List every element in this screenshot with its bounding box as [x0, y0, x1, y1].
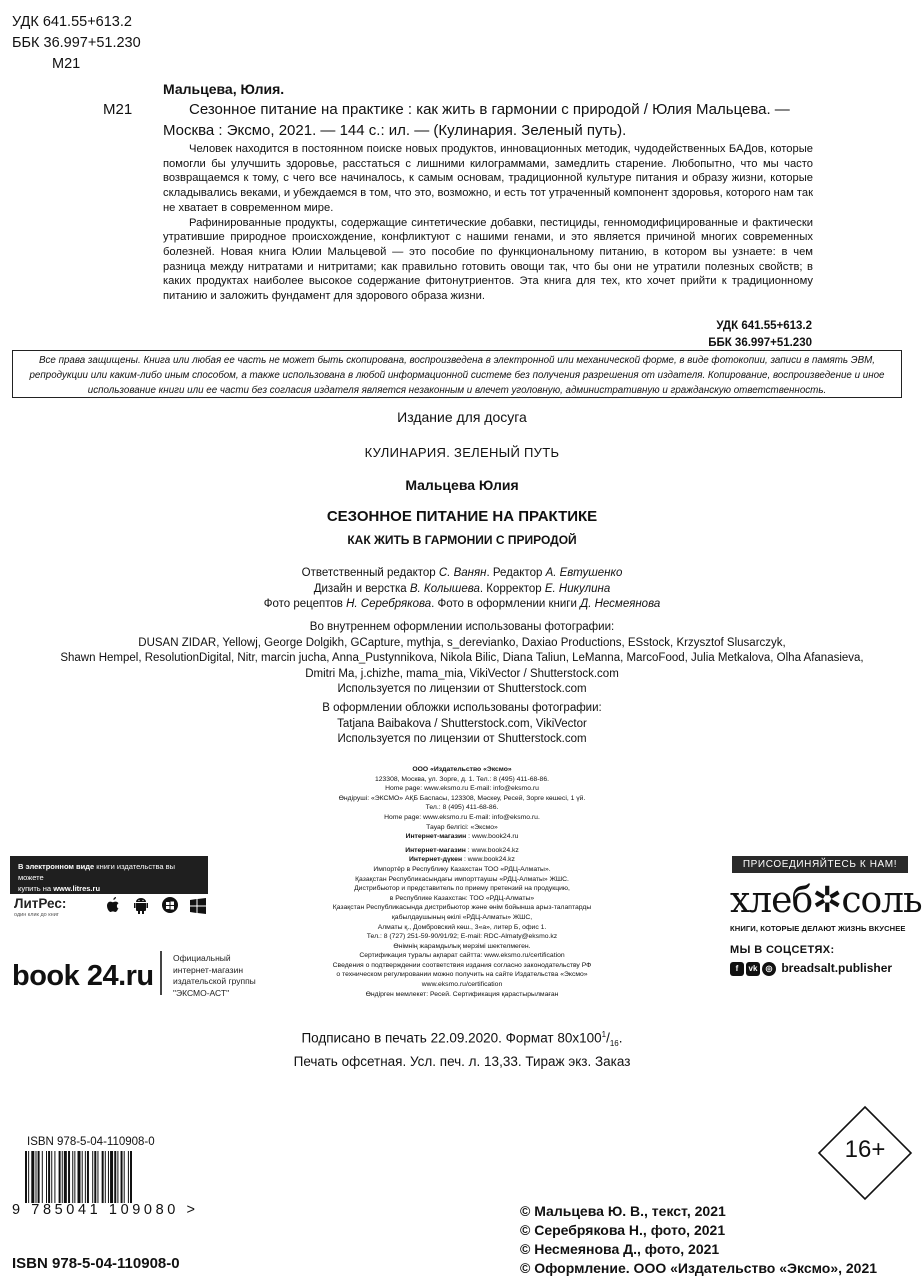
- store-icons: [104, 896, 213, 919]
- annotation: [163, 142, 813, 304]
- photos-line: DUSAN ZIDAR, Yellowj, George Dolgikh, GCapture, mythja, s_derevianko, Daxiao Productions, ESstock, Krzysztof Slusarczyk,: [138, 636, 786, 649]
- publisher-line: Тел.: 8 (727) 251-59-90/91/92; E-mail: RDC-Almaty@eksmo.kz: [366, 933, 558, 941]
- barcode-bar: [64, 1151, 67, 1203]
- litres-tagline: один клик до книг: [14, 912, 59, 918]
- social-row: [730, 961, 892, 976]
- publisher-line: о техническом регулировании можно получить на сайте Издательства «Эксмо»: [336, 971, 588, 979]
- isbn-bottom: ISBN 978-5-04-110908-0: [12, 1255, 180, 1272]
- bibliographic-record: Сезонное питание на практике : как жить в гармонии с природой / Юлия Мальцева. — Москва : Эксмо, 2021. — 144 с.: ил. — (Кулинария. Зеленый путь).: [163, 101, 790, 139]
- edition-type: Издание для досуга: [397, 409, 527, 425]
- barcode-bar: [128, 1151, 129, 1203]
- author-heading: Мальцева, Юлия.: [163, 81, 285, 97]
- photos-heading: Во внутреннем оформлении использованы фотографии:: [309, 621, 615, 633]
- barcode-bar: [108, 1151, 109, 1203]
- book24-divider: [160, 951, 162, 995]
- publisher-line: Өнімнің жарамдылық мерзімі шектелмеген.: [393, 942, 531, 950]
- copyrights: [520, 1202, 877, 1278]
- barcode-bar: [78, 1151, 81, 1203]
- print-info-line: Подписано в печать 22.09.2020. Формат $80x100^1/_{16}$.: [301, 1030, 623, 1049]
- credits: [0, 566, 924, 613]
- barcode-bar: [25, 1151, 27, 1203]
- publisher-line: www.eksmo.ru/certification: [421, 981, 503, 989]
- isbn-top: ISBN 978-5-04-110908-0: [27, 1136, 155, 1148]
- print-info: [0, 1026, 924, 1071]
- publisher-line: Қазақстан Республикасындағы импорттаушы «РДЦ-Алматы» ЖШС.: [355, 875, 569, 883]
- annotation-paragraph: Человек находится в постоянном поиске новых продуктов, инновационных методик, чудодейственных БАДов, которые помогли бы улучшить здоровье, расстаться с лишними килограммами, замедлить старение. Любопытно, что мы часто возвращаемся к тому, с чего все начиналось, к самым основам, традиционной культуре питания и образу жизни, которые складывались веками, и убеждаемся в том, что это, возможно, и есть тот утраченный компонент здоровья, которого нам так не хватает в современном мире.: [163, 143, 813, 214]
- barcode-bar: [97, 1151, 98, 1203]
- publisher-line: Өндірген мемлекет: Ресей. Сертификация қарастырылмаған: [365, 990, 559, 998]
- photos-license: Используется по лицензии от Shutterstock.com: [337, 683, 587, 695]
- publisher-line: Тауар белгісі: «Эксмо»: [426, 823, 498, 831]
- publisher-line: Тел.: 8 (495) 411-68-86.: [425, 804, 499, 812]
- apple-icon: [104, 896, 122, 914]
- catalog-codes-top: [12, 12, 141, 75]
- android-icon: [132, 896, 150, 914]
- udk-code: УДК 641.55+613.2: [12, 14, 132, 30]
- publisher-line: Home page: www.eksmo.ru E-mail: info@eksmo.ru.: [384, 813, 540, 821]
- book-subtitle: КАК ЖИТЬ В ГАРМОНИИ С ПРИРОДОЙ: [347, 533, 577, 547]
- series-name: КУЛИНАРИЯ. ЗЕЛЕНЫЙ ПУТЬ: [364, 445, 560, 460]
- barcode-bar: [121, 1151, 123, 1203]
- barcode-bar: [68, 1151, 70, 1203]
- catalog-codes-bottom: [640, 318, 812, 352]
- publisher-line: Сертификация туралы ақпарат сайтта: www.eksmo.ru/certification: [359, 952, 565, 960]
- book24-description: Официальный интернет-магазин издательской группы "ЭКСМО-АСТ": [173, 953, 256, 998]
- barcode-bar: [105, 1151, 106, 1203]
- publisher-line: Импортёр в Республику Казахстан ТОО «РДЦ-Алматы».: [373, 865, 551, 873]
- publisher-line: Өндіруші: «ЭКСМО» АҚБ Баспасы, 123308, Мәскеу, Ресей, Зорге көшесі, 1 үй.: [338, 794, 586, 802]
- barcode-bar: [110, 1151, 113, 1203]
- publisher-line: Қазақстан Республикасында дистрибьютор және өнім бойынша арыз-талаптарды: [332, 904, 592, 912]
- age-rating: 16+: [844, 1136, 886, 1163]
- shop-line: Интернет-магазин : www.book24.ru: [405, 833, 519, 841]
- join-us-banner: ПРИСОЕДИНЯЙТЕСЬ К НАМ!: [732, 856, 908, 873]
- author-mark: М21: [52, 56, 81, 72]
- credit-line: Ответственный редактор С. Ванян. Редактор А. Евтушенко: [301, 567, 623, 579]
- book-author: Мальцева Юлия: [405, 477, 519, 493]
- book-title: СЕЗОННОЕ ПИТАНИЕ НА ПРАКТИКЕ: [326, 508, 598, 525]
- publisher-line: қабылдаушының өкілі «РДЦ-Алматы» ЖШС,: [391, 913, 533, 921]
- barcode-digits: 9 785041 109080 >: [12, 1202, 199, 1218]
- publisher-line: в Республике Казахстан: ТОО «РДЦ-Алматы»: [389, 894, 535, 902]
- author-mark-entry: М21: [103, 101, 133, 118]
- barcode-bar: [87, 1151, 89, 1203]
- barcode-bar: [85, 1151, 86, 1203]
- photos-line: Shawn Hempel, ResolutionDigital, Nitr, marcin jucha, Anna_Pustynnikova, Nikola Bilic, Diana Taliun, LeManna, MarcoFood, Julia Metkalova, Olha Afanasieva,: [60, 652, 864, 664]
- copyright-line: © Несмеянова Д., фото, 2021: [520, 1241, 720, 1257]
- publisher-line: 123308, Москва, ул. Зорге, д. 1. Тел.: 8 (495) 411-68-86.: [374, 775, 550, 783]
- publisher-name: ООО «Издательство «Эксмо»: [412, 766, 512, 773]
- barcode-bar: [74, 1151, 75, 1203]
- copyright-line: © Серебрякова Н., фото, 2021: [520, 1222, 726, 1238]
- barcode-bar: [42, 1151, 43, 1203]
- cover-photo-credits: [0, 701, 924, 748]
- windows-icon: [189, 898, 207, 916]
- hlebsol-logo: хлеб✲соль: [730, 880, 922, 921]
- udk-code-bottom: УДК 641.55+613.2: [716, 320, 812, 332]
- cover-photos-license: Используется по лицензии от Shutterstock.com: [337, 733, 587, 745]
- barcode-bar: [72, 1151, 73, 1203]
- interior-photo-credits: [0, 620, 924, 698]
- facebook-icon: f: [730, 962, 744, 976]
- barcode-bar: [31, 1151, 34, 1203]
- barcode: [25, 1151, 175, 1203]
- print-info-line: Печать офсетная. Усл. печ. л. 13,33. Тираж экз. Заказ: [293, 1054, 631, 1070]
- barcode-bar: [92, 1151, 93, 1203]
- bbk-code-bottom: ББК 36.997+51.230: [708, 337, 812, 349]
- barcode-bar: [62, 1151, 63, 1203]
- barcode-bar: [130, 1151, 132, 1203]
- credit-line: Дизайн и верстка В. Колышева. Корректор Е. Никулина: [313, 582, 611, 595]
- copyright-line: © Мальцева Ю. В., текст, 2021: [520, 1203, 726, 1219]
- credit-line: Фото рецептов Н. Серебрякова. Фото в оформлении книги Д. Несмеянова: [263, 598, 661, 610]
- hlebsol-tagline: КНИГИ, КОТОРЫЕ ДЕЛАЮТ ЖИЗНЬ ВКУСНЕЕ: [730, 924, 906, 933]
- barcode-bar: [51, 1151, 52, 1203]
- cover-photos-line: Tatjana Baibakova / Shutterstock.com, VikiVector: [337, 717, 587, 730]
- photos-line: Dmitri Ma, j.chizhe, mama_mia, VikiVector / Shutterstock.com: [305, 667, 619, 680]
- barcode-bar: [94, 1151, 96, 1203]
- barcode-bar: [46, 1151, 47, 1203]
- bbk-code: ББК 36.997+51.230: [12, 35, 141, 51]
- cover-photos-heading: В оформлении обложки использованы фотографии:: [322, 702, 602, 714]
- publisher-line: Сведения о подтверждении соответствия издания согласно законодательству РФ: [332, 961, 592, 969]
- vk-icon: vk: [746, 962, 760, 976]
- social-label: МЫ В СОЦСЕТЯХ:: [730, 944, 835, 956]
- litres-banner: В электронном виде книги издательства вы можете купить на www.litres.ru: [10, 856, 208, 894]
- barcode-bar: [82, 1151, 83, 1203]
- windows-phone-icon: [161, 896, 179, 914]
- shop-line: Интернет-магазин : www.book24.kz: [405, 846, 519, 854]
- litres-logo: ЛитРес:: [14, 896, 67, 911]
- publisher-line: Дистрибьютор и представитель по приему претензий на продукцию,: [354, 885, 570, 893]
- rights-notice: Все права защищены. Книга или любая ее часть не может быть скопирована, воспроизведена в электронной или механической форме, в виде фотокопии, записи в память ЭВМ, репродукции или каким-либо иным способом, а также использована в любой информационной системе без получения разрешения от издателя. Копирование, воспроизведение и иное использование книги или ее части без согласия издателя является незаконным и влечет уголовную, административную и гражданскую ответственность.: [12, 350, 902, 398]
- barcode-bar: [124, 1151, 125, 1203]
- publisher-info: [250, 765, 674, 999]
- barcode-bar: [54, 1151, 55, 1203]
- barcode-bar: [59, 1151, 61, 1203]
- publisher-line: Home page: www.eksmo.ru E-mail: info@eksmo.ru: [385, 785, 539, 793]
- shop-line: Интернет-дүкен : www.book24.kz: [409, 856, 515, 864]
- instagram-icon: ◎: [762, 962, 776, 976]
- barcode-bar: [117, 1151, 118, 1203]
- barcode-bar: [38, 1151, 40, 1203]
- copyright-line: © Оформление. ООО «Издательство «Эксмо», 2021: [520, 1260, 878, 1276]
- annotation-paragraph: Рафинированные продукты, содержащие синтетические добавки, пестициды, генномодифицированные и фактически утратившие природное происхождение, конфликтуют с нашими генами, и это является причиной многих современных болезней. Новая книга Юлии Мальцевой — это пособие по функциональному питанию, в котором вы узнаете: в чем разница между нитратами и нитритами; как правильно готовить овощи так, что бы они не утратили полезных свойств; в каких продуктах наиболее высокое содержание фитонутриентов. Эта книга для тех, кто хочет прийти к традиционному питанию и заложить фундамент для здорового образа жизни.: [163, 216, 813, 303]
- publisher-line: Алматы қ., Домбровский көш., 3«а», литер Б, офис 1.: [377, 923, 547, 931]
- book24-logo: book 24.ru: [12, 960, 154, 992]
- barcode-bar: [102, 1151, 104, 1203]
- social-handle: breadsalt.publisher: [781, 961, 893, 975]
- barcode-bar: [36, 1151, 37, 1203]
- barcode-bar: [48, 1151, 50, 1203]
- barcode-bar: [114, 1151, 116, 1203]
- barcode-bar: [28, 1151, 29, 1203]
